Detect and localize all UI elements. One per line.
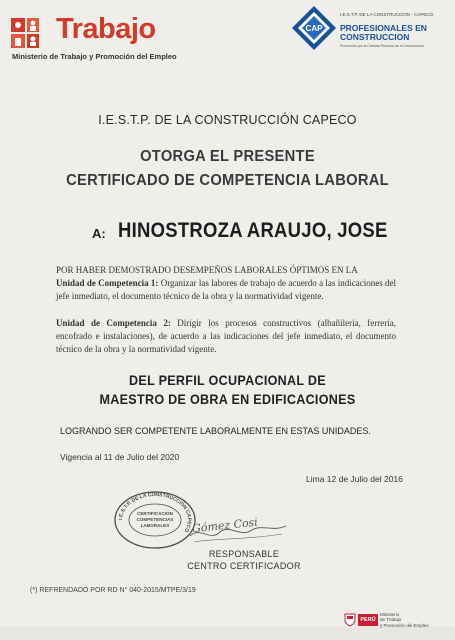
peru-shield-icon: [344, 613, 356, 627]
signature-text: Gómez Cosi: [191, 515, 259, 536]
perfil-line-2: MAESTRO DE OBRA EN EDIFICACIONES: [99, 391, 356, 407]
ministry-line-3: y Promoción del Empleo: [380, 622, 429, 628]
footer: [0, 607, 455, 640]
perfil-line-1: DEL PERFIL OCUPACIONAL DE: [129, 372, 326, 388]
capeco-line1: I.E.S.T.P. DE LA CONSTRUCCION - CAPECO: [340, 12, 434, 17]
perfil-heading: [23, 371, 433, 409]
svg-text:CERTIFICACIÓN: CERTIFICACIÓN: [137, 511, 173, 516]
unit-2-text: Dirigir los procesos constructivos (albañilería, ferrería, encofrado e instalaciones), de acuerdo a las indicaciones del jefe inmediato, el documento técnico de la obra y la normatividad vigente.: [56, 318, 396, 354]
ministry-line-2: de Trabajo: [380, 617, 402, 623]
ministry-emblem-icon: [10, 14, 52, 52]
refrendado-note: (*) REFRENDADO POR RD N° 040-2015/MTPE/3/19: [30, 587, 196, 594]
capeco-line2: PROFESIONALES EN CONSTRUCCION: [340, 23, 427, 42]
ministry-line-1: Ministerio: [380, 612, 400, 617]
unit-1-text: Organizar las labores de trabajo de acuerdo a las indicaciones del jefe inmediato, el documento técnico de la obra y la normatividad vigente.: [56, 278, 396, 301]
issue-date: Lima 12 de Julio del 2016: [306, 474, 403, 484]
ministry-subtitle: Ministerio de Trabajo y Promoción del Empleo: [12, 52, 177, 61]
unit-2-label: Unidad de Competencia 2:: [56, 318, 171, 328]
otorga-heading: OTORGA EL PRESENTE: [140, 148, 315, 165]
svg-text:I.E.S.T.P. DE LA CONSTRUCCIÓN: I.E.S.T.P. DE LA CONSTRUCCIÓN CAPECO: [117, 491, 193, 534]
certificate-title: CERTIFICADO DE COMPETENCIA LABORAL: [66, 172, 389, 189]
ministry-footer-text: [380, 612, 442, 628]
svg-text:LABORALES: LABORALES: [140, 523, 170, 528]
capeco-line3: Promovido por la Cámara Peruana de la Construcción: [340, 44, 425, 48]
unit-2-paragraph: [56, 317, 396, 356]
capeco-logo: [290, 4, 445, 54]
centro-certificador-label: CENTRO CERTIFICADOR: [187, 561, 301, 571]
unit-1-label: Unidad de Competencia 1:: [56, 278, 159, 288]
peru-label: PERÚ: [358, 614, 378, 626]
competence-statement: LOGRANDO SER COMPETENTE LABORALMENTE EN ESTAS UNIDADES.: [60, 426, 371, 436]
recipient-prefix: A:: [92, 226, 106, 241]
trabajo-wordmark: Trabajo: [56, 13, 156, 45]
unit-1-paragraph: [56, 264, 396, 303]
mtpe-footer-logo: [344, 611, 444, 635]
responsable-label: RESPONSABLE: [208, 549, 280, 559]
intro-text: POR HABER DEMOSTRADO DESEMPEÑOS LABORALES ÓPTIMOS EN LA: [56, 265, 358, 275]
institute-name: I.E.S.T.P. DE LA CONSTRUCCIÓN CAPECO: [98, 113, 357, 127]
capeco-badge-icon: [290, 4, 338, 52]
recipient-name: HINOSTROZA ARAUJO, JOSE: [118, 219, 388, 242]
svg-text:CAP: CAP: [305, 24, 323, 33]
responsable-block: [170, 548, 318, 572]
trabajo-logo: [10, 12, 180, 62]
validity-date: Vigencia al 11 de Julio del 2020: [60, 452, 180, 462]
svg-text:COMPETENCIAS: COMPETENCIAS: [136, 517, 174, 522]
